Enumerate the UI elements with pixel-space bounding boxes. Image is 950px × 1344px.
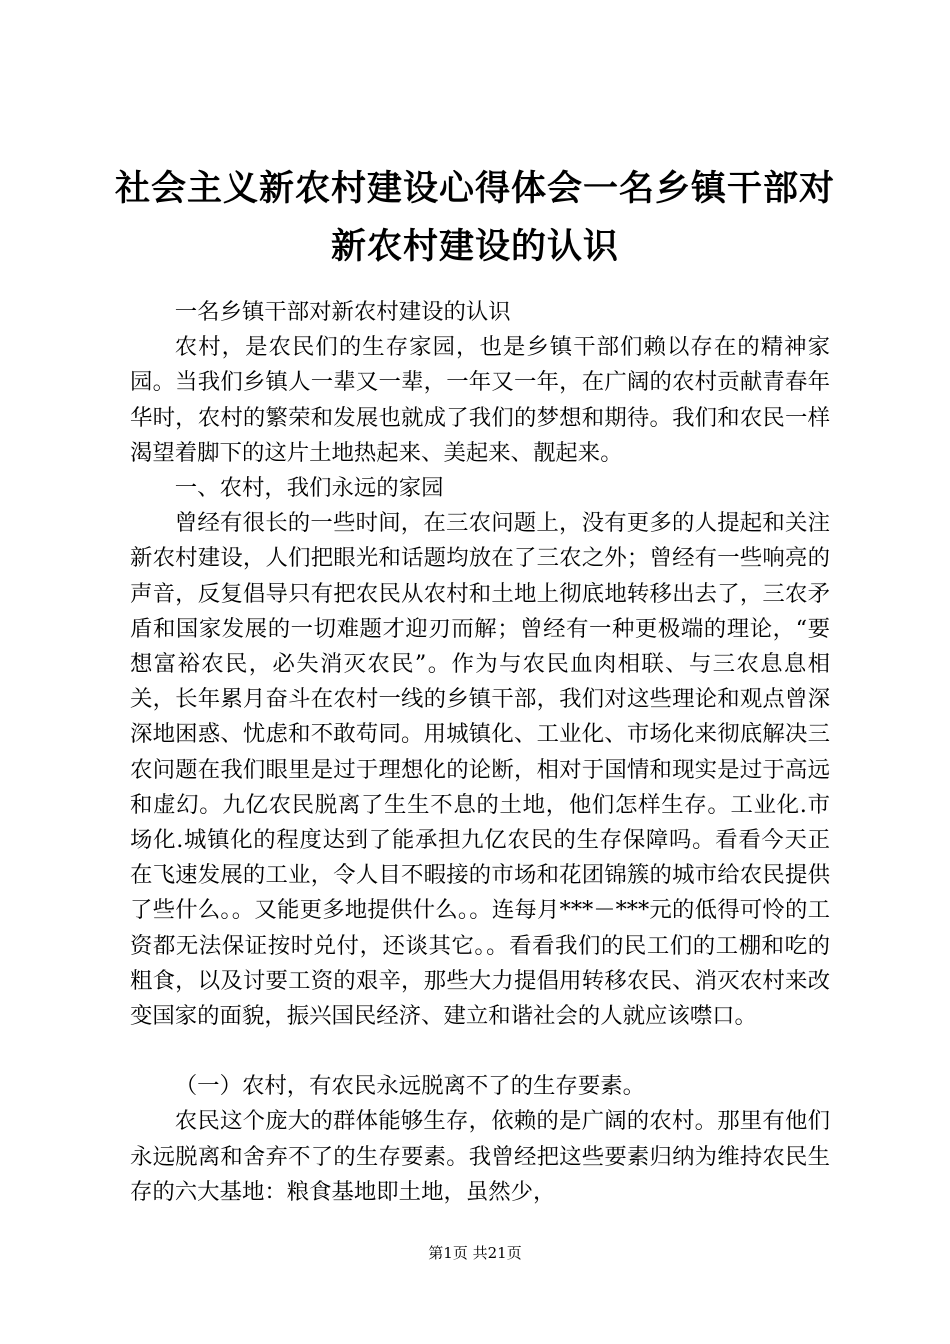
title-line-1: 社会主义新农村建设心得体会一名乡镇干部对 (114, 169, 835, 209)
body-paragraph: 曾经有很长的一些时间，在三农问题上，没有更多的人提起和关注新农村建设，人们把眼光和话题均放在了三农之外；曾经有一些响亮的声音，反复倡导只有把农民从农村和土地上彻底地转移出去了，三农矛盾和国家发展的一切难题才迎刃而解；曾经有一种更极端的理论，“要想富裕农民，必失消灭农民”。作为与农民血肉相联、与三农息息相关，长年累月奋斗在农村一线的乡镇干部，我们对这些理论和观点曾深深地困惑、忧虑和不敢苟同。用城镇化、工业化、市场化来彻底解决三农问题在我们眼里是过于理想化的论断，相对于国情和现实是过于高远和虚幻。九亿农民脱离了生生不息的土地，他们怎样生存。工业化.市场化.城镇化的程度达到了能承担九亿农民的生存保障吗。看看今天正在飞速发展的工业，令人目不暇接的市场和花团锦簇的城市给农民提供了些什么。。又能更多地提供什么。。连每月***－***元的低得可怜的工资都无法保证按时兑付，还谈其它。。看看我们的民工们的工棚和吃的粗食，以及讨要工资的艰辛，那些大力提倡用转移农民、消灭农村来改变国家的面貌，振兴国民经济、建立和谐社会的人就应该噤口。 (130, 510, 830, 1030)
body-paragraph: 农村，是农民们的生存家园，也是乡镇干部们赖以存在的精神家园。当我们乡镇人一辈又一辈，一年又一年，在广阔的农村贡献青春年华时，农村的繁荣和发展也就成了我们的梦想和期待。我们和农民一样渴望着脚下的这片土地热起来、美起来、靓起来。 (130, 334, 830, 466)
subtitle-paragraph: 一名乡镇干部对新农村建设的认识 (174, 299, 511, 325)
body-paragraph: 农民这个庞大的群体能够生存，依赖的是广阔的农村。那里有他们永远脱离和舍弃不了的生存要素。我曾经把这些要素归纳为维持农民生存的六大基地：粮食基地即土地，虽然少， (130, 1108, 830, 1205)
subsection-heading: （一）农村，有农民永远脱离不了的生存要素。 (174, 1073, 645, 1100)
section-heading: 一、农村，我们永远的家园 (174, 475, 444, 502)
document-title (110, 160, 840, 276)
document-body (130, 295, 830, 1210)
title-line-2: 新农村建设的认识 (330, 227, 619, 267)
page-number-footer: 第1页 共21页 (428, 1244, 522, 1262)
